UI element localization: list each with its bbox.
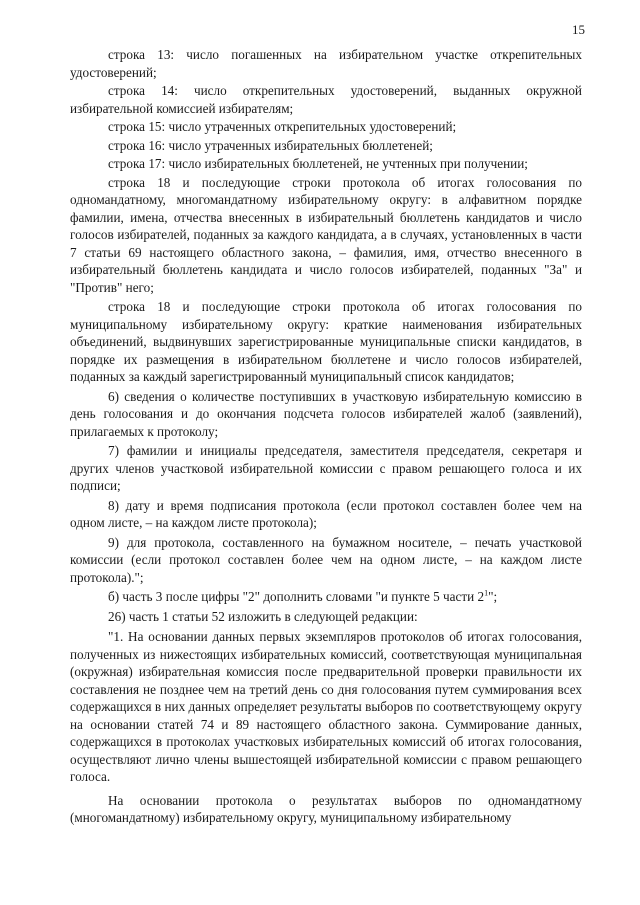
paragraph-final: На основании протокола о результатах выборов по одномандатному (многомандатному) избирательному округу, муниципальному избирательному (70, 792, 582, 825)
paragraph-line-18-municipal: строка 18 и последующие строки протокола об итогах голосования по муниципальному избирательному округу: краткие наименования избирательных объединений, выдвинувших зарегистрированные муниципальные списки кандидатов, в порядке их размещения в избирательном бюллетене и число голосов избирателей, поданных за каждый зарегистрированный муниципальный список кандидатов; (70, 299, 582, 384)
paragraph-article-52-quote: "1. На основании данных первых экземпляров протоколов об итогах голосования, полученных из нижестоящих избирательных комиссий, соответствующая муниципальная (окружная) избирательная комиссия после предварительной проверки правильности их составления не позднее чем на третий день со дня голосования путем суммирования всех содержащихся в них данных определяет результаты выборов по соответствующему округу на основании статей 74 и 89 настоящего областного закона. Суммирование данных, содержащихся в протоколах участковых избирательных комиссий об итогах голосования, осуществляют лично члены вышестоящей избирательной комиссии с правом решающего голоса. (70, 629, 582, 784)
document-body (70, 46, 582, 829)
amendment-b-text: б) часть 3 после цифры "2" дополнить словами "и пункте 5 части 2 (108, 589, 485, 604)
paragraph-line-16: строка 16: число утраченных избирательных бюллетеней; (108, 137, 433, 153)
paragraph-item-6: 6) сведения о количестве поступивших в участковую избирательную комиссию в день голосования и до окончания подсчета голосов избирателей жалоб (заявлений), прилагаемых к протоколу; (70, 388, 582, 439)
paragraph-item-9: 9) для протокола, составленного на бумажном носителе, – печать участковой комиссии (если протокол составлен более чем на одном листе, – на каждом листе протокола)."; (70, 534, 582, 585)
paragraph-line-18-single-mandate: строка 18 и последующие строки протокола об итогах голосования по одномандатному, многомандатному избирательному округу: в алфавитном порядке фамилии, имена, отчества внесенных в избирательный бюллетень кандидатов и число голосов избирателей, поданных за каждого кандидата, а в случаях, установленных в части 7 статьи 69 настоящего областного закона, – фамилия, имя, отчество внесенного в избирательный бюллетень кандидата и число голосов избирателей, поданных "За" и "Против" него; (70, 174, 582, 295)
paragraph-line-14: строка 14: число открепительных удостоверений, выданных окружной избирательной комиссией избирателям; (70, 83, 582, 116)
amendment-b-superscript: 1 (484, 588, 489, 598)
paragraph-line-15: строка 15: число утраченных открепительных удостоверений; (108, 119, 457, 134)
paragraph-line-13: строка 13: число погашенных на избирательном участке открепительных удостоверений; (70, 47, 582, 80)
page-number: 15 (572, 22, 585, 37)
paragraph-line-17: строка 17: число избирательных бюллетеней, не учтенных при получении; (108, 156, 528, 171)
paragraph-item-8: 8) дату и время подписания протокола (если протокол составлен более чем на одном листе, – на каждом листе протокола); (70, 497, 582, 530)
paragraph-amendment-b (70, 588, 582, 606)
amendment-b-tail: "; (488, 589, 498, 604)
paragraph-item-7: 7) фамилии и инициалы председателя, заместителя председателя, секретаря и других членов участковой избирательной комиссии с правом решающего голоса и их подписи; (70, 443, 582, 493)
paragraph-amendment-26: 26) часть 1 статьи 52 изложить в следующей редакции: (108, 608, 418, 624)
